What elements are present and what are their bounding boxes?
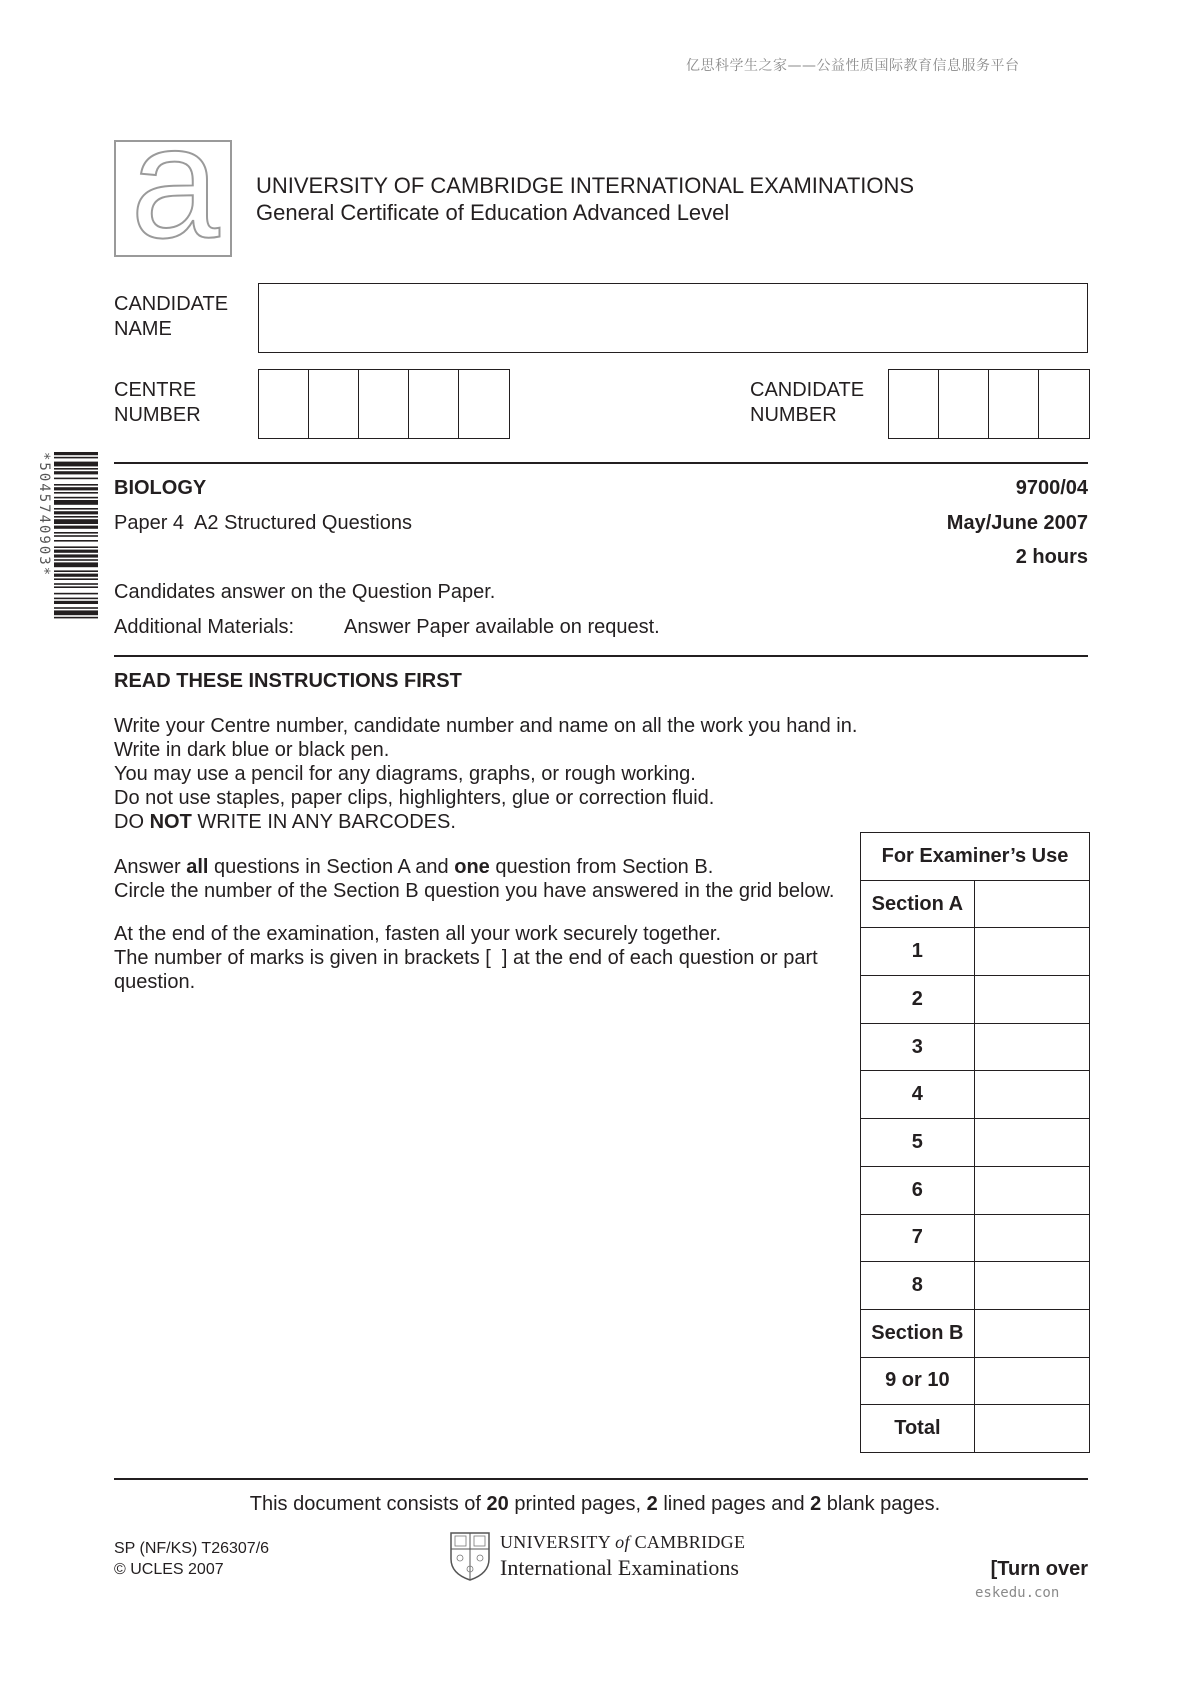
- watermark-bottom: eskedu.con: [975, 1585, 1060, 1601]
- examiner-mark-cell[interactable]: [974, 928, 1089, 976]
- candidate-number-label: [750, 378, 864, 428]
- examiner-row-label: 6: [861, 1166, 975, 1214]
- centre-number-label-line1: CENTRE: [114, 379, 197, 401]
- examiner-table-row: [861, 1214, 1090, 1262]
- instructions-heading: READ THESE INSTRUCTIONS FIRST: [114, 670, 462, 692]
- instruction-line: Circle the number of the Section B question you have answered in the grid below.: [114, 880, 835, 902]
- examiner-row-label: Total: [861, 1405, 975, 1453]
- barcode-bar: [54, 593, 98, 595]
- copyright: © UCLES 2007: [114, 1561, 224, 1578]
- document-reference: SP (NF/KS) T26307/6: [114, 1540, 270, 1557]
- examiner-mark-cell[interactable]: [974, 1309, 1089, 1357]
- instructions-block-2: [114, 855, 854, 903]
- examiner-row-label: 9 or 10: [861, 1357, 975, 1405]
- barcode-bar: [54, 497, 98, 499]
- barcode-bar: [54, 500, 98, 505]
- exam-board: UNIVERSITY OF CAMBRIDGE INTERNATIONAL EXAMINATIONS: [256, 173, 915, 198]
- exam-duration: 2 hours: [1015, 546, 1088, 568]
- barcode-bar: [54, 519, 98, 524]
- barcode-bar: [54, 468, 98, 470]
- barcode-bar: [54, 516, 98, 518]
- barcode-bar: [54, 526, 98, 529]
- barcode-bar: [54, 492, 98, 494]
- cie-logo: [114, 140, 232, 257]
- examiner-mark-cell[interactable]: [974, 1262, 1089, 1310]
- instruction-line: Write in dark blue or black pen.: [114, 739, 390, 761]
- examiner-table-row: [861, 1166, 1090, 1214]
- examiner-mark-cell[interactable]: [974, 1071, 1089, 1119]
- barcode-bar: [54, 462, 98, 467]
- barcode-bar: [54, 586, 98, 588]
- barcode-bar: [54, 598, 98, 600]
- examiner-table-row: [861, 1071, 1090, 1119]
- examiner-table-row: [861, 1023, 1090, 1071]
- barcode-bar: [54, 484, 98, 486]
- examiner-row-label: 4: [861, 1071, 975, 1119]
- centre-digit-box[interactable]: [409, 370, 459, 438]
- centre-digit-box[interactable]: [459, 370, 509, 438]
- instruction-line-answer: Answer all questions in Section A and one question from Section B.: [114, 856, 714, 878]
- examiner-row-label: 7: [861, 1214, 975, 1262]
- barcode-bar: [54, 508, 98, 510]
- examiner-mark-cell[interactable]: [974, 880, 1089, 928]
- examiner-row-label: 3: [861, 1023, 975, 1071]
- examiner-row-label: 8: [861, 1262, 975, 1310]
- examiner-table-heading: For Examiner’s Use: [861, 833, 1090, 881]
- instruction-line: Write your Centre number, candidate number and name on all the work you hand in.: [114, 715, 858, 737]
- barcode-bar: [54, 452, 98, 455]
- examiner-mark-cell[interactable]: [974, 1214, 1089, 1262]
- candidate-name-label: [114, 292, 228, 342]
- barcode-bar: [54, 570, 98, 572]
- barcode-bar: [54, 535, 98, 537]
- candidate-digit-box[interactable]: [989, 370, 1039, 438]
- paper-code: 9700/04: [1015, 477, 1088, 499]
- candidate-number-label-line2: NUMBER: [750, 404, 837, 426]
- examiner-row-label: Section B: [861, 1309, 975, 1357]
- ucie-wordmark-line1: UNIVERSITY of CAMBRIDGE: [500, 1532, 746, 1552]
- centre-digit-box[interactable]: [309, 370, 359, 438]
- barcode-bar: [54, 478, 98, 480]
- barcode-bar: [54, 550, 98, 553]
- examiner-row-label: 2: [861, 976, 975, 1024]
- examiner-table-row: [861, 976, 1090, 1024]
- examiner-use-table: [860, 832, 1090, 1453]
- centre-digit-box[interactable]: [259, 370, 309, 438]
- barcode-bar: [54, 607, 98, 609]
- paper-title: Paper 4 A2 Structured Questions: [114, 512, 412, 534]
- candidate-number-label-line1: CANDIDATE: [750, 379, 865, 401]
- instruction-line-barcodes: DO NOT WRITE IN ANY BARCODES.: [114, 811, 456, 833]
- barcode-number: *5045740903*: [36, 452, 52, 578]
- barcode-bar: [54, 540, 98, 542]
- barcode-bar: [54, 546, 98, 548]
- qualification: General Certificate of Education Advanced Level: [256, 200, 730, 225]
- instruction-line: Do not use staples, paper clips, highlighters, glue or correction fluid.: [114, 787, 715, 809]
- barcode-bar: [54, 511, 98, 514]
- examiner-mark-cell[interactable]: [974, 976, 1089, 1024]
- examiner-table-header-row: [861, 833, 1090, 881]
- barcode-bar: [54, 583, 98, 585]
- divider: [114, 655, 1088, 657]
- exam-session: May/June 2007: [946, 512, 1088, 534]
- barcode-bar: [54, 578, 98, 580]
- watermark-top: 亿思科学生之家——公益性质国际教育信息服务平台: [686, 58, 1020, 74]
- barcode-bar: [54, 610, 98, 615]
- barcode-bar: [54, 532, 98, 534]
- instruction-line: You may use a pencil for any diagrams, graphs, or rough working.: [114, 763, 696, 785]
- barcode-bar: [54, 559, 98, 561]
- examiner-mark-cell[interactable]: [974, 1119, 1089, 1167]
- examiner-table-row: [861, 880, 1090, 928]
- centre-number-field[interactable]: [258, 369, 510, 439]
- divider: [114, 462, 1088, 464]
- examiner-mark-cell[interactable]: [974, 1357, 1089, 1405]
- examiner-mark-cell[interactable]: [974, 1166, 1089, 1214]
- barcode-bar: [54, 457, 98, 459]
- footer-divider: [114, 1478, 1088, 1480]
- ucie-wordmark-line2: International Examinations: [500, 1555, 739, 1580]
- examiner-table-row: [861, 1405, 1090, 1453]
- examiner-table-row: [861, 1262, 1090, 1310]
- candidate-digit-box[interactable]: [939, 370, 989, 438]
- cambridge-crest-icon: [449, 1531, 491, 1581]
- barcode-bar: [54, 554, 98, 557]
- examiner-row-label: 5: [861, 1119, 975, 1167]
- instruction-line: The number of marks is given in brackets [ ] at the end of each question or part: [114, 947, 818, 969]
- candidate-digit-box[interactable]: [889, 370, 939, 438]
- barcode-bar: [54, 562, 98, 567]
- centre-number-label-line2: NUMBER: [114, 404, 201, 426]
- centre-number-label: [114, 378, 201, 428]
- instruction-line: question.: [114, 971, 196, 993]
- barcode: [54, 452, 98, 682]
- candidate-digit-box[interactable]: [1039, 370, 1089, 438]
- additional-materials-label: Additional Materials:: [114, 616, 295, 638]
- examiner-table-row: [861, 1357, 1090, 1405]
- answer-instruction: Candidates answer on the Question Paper.: [114, 581, 496, 603]
- instructions-block-1: [114, 714, 858, 834]
- turn-over: [Turn over: [990, 1558, 1088, 1580]
- centre-digit-box[interactable]: [359, 370, 409, 438]
- examiner-table-row: [861, 1119, 1090, 1167]
- examiner-table-row: [861, 1309, 1090, 1357]
- barcode-bar: [54, 471, 98, 474]
- barcode-bar: [54, 601, 98, 604]
- instruction-line: At the end of the examination, fasten all your work securely together.: [114, 923, 722, 945]
- candidate-name-field[interactable]: [258, 283, 1088, 353]
- examiner-mark-cell[interactable]: [974, 1405, 1089, 1453]
- logo-letter: a: [130, 140, 220, 257]
- page-count: This document consists of 20 printed pages, 2 lined pages and 2 blank pages.: [249, 1493, 941, 1515]
- subject: BIOLOGY: [114, 477, 207, 499]
- barcode-bar: [54, 487, 98, 490]
- instructions-block-3: [114, 922, 854, 994]
- candidate-number-field[interactable]: [888, 369, 1090, 439]
- examiner-table-row: [861, 928, 1090, 976]
- additional-materials-value: Answer Paper available on request.: [344, 616, 660, 638]
- examiner-mark-cell[interactable]: [974, 1023, 1089, 1071]
- examiner-row-label: Section A: [861, 880, 975, 928]
- examiner-row-label: 1: [861, 928, 975, 976]
- barcode-bar: [54, 617, 98, 619]
- candidate-name-label-line1: CANDIDATE: [114, 293, 229, 315]
- candidate-name-label-line2: NAME: [114, 318, 172, 340]
- barcode-bar: [54, 574, 98, 577]
